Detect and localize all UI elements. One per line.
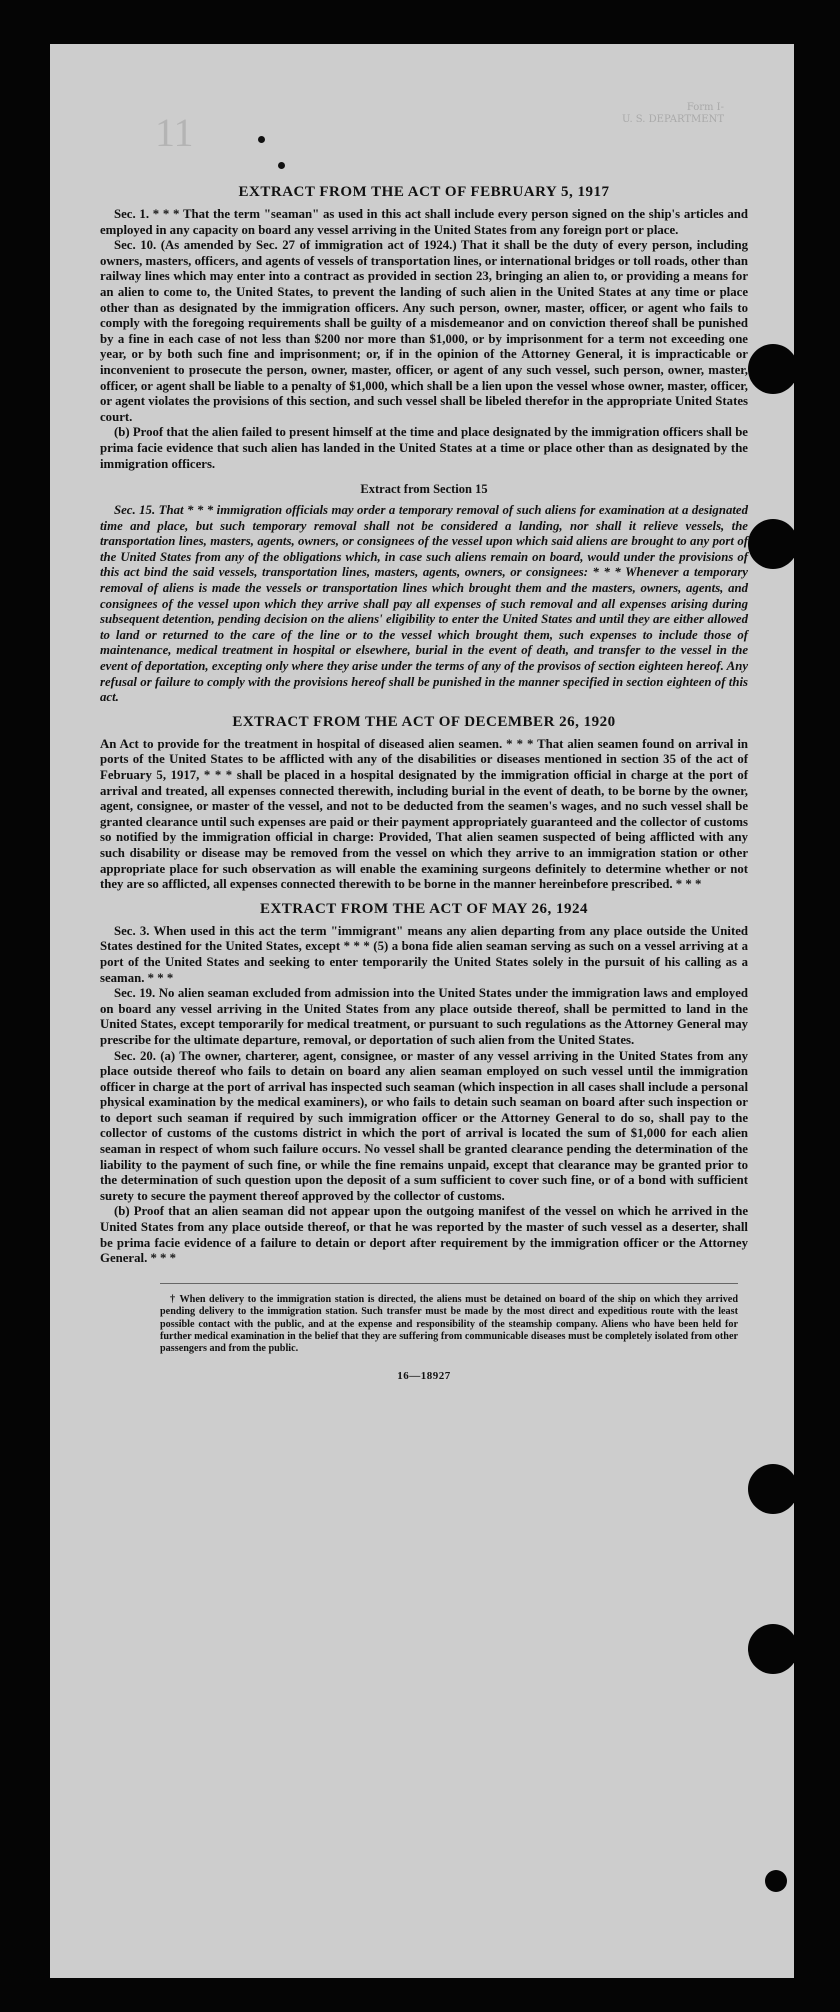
punch-hole: [748, 1624, 794, 1674]
section-paragraph: (b) Proof that the alien failed to present himself at the time and place designated by the immigration officers shall be prima facie evidence that such alien has landed in the United States at a time or place other than as designated by the immigration officers.: [100, 425, 748, 471]
section-paragraph: Sec. 3. When used in this act the term "immigrant" means any alien departing from any place outside the United States destined for the United States, except * * * (5) a bona fide alien seaman serving as such on a vessel arriving at a port of the United States and seeking to enter temporarily the United States solely in the pursuit of his calling as a seaman. * * *: [100, 923, 748, 985]
section-title: EXTRACT FROM THE ACT OF DECEMBER 26, 1920: [232, 713, 616, 730]
ink-dot: [278, 162, 285, 169]
section-act-1920: [100, 714, 748, 893]
footnote-text: † When delivery to the immigration station is directed, the aliens must be detained on board of the ship on which they arrived pending delivery to the immigration station. Such transfer must be made by the most direct and expeditious route with the least possible contact with the public, and at the expense and responsibility of the steamship company. Aliens who have been held for further medical examination in the belief that they are suffering from communicable diseases must be completely isolated from other passengers and from the public.: [160, 1293, 738, 1355]
bleed-through-header: Form I- U. S. DEPARTMENT: [621, 102, 724, 125]
section-paragraph: An Act to provide for the treatment in hospital of diseased alien seamen. * * * That alien seamen found on arrival in ports of the United States to be afflicted with any of the disabilities or diseases mentioned in section 35 of the act of February 5, 1917, * * * shall be placed in a hospital designated by the immigration official in charge at the port of arrival and treated, all expenses connected therewith, including burial in the event of death, to be borne by the owner, agent, consignee, or master of the vessel, and not to be deducted from the seamen's wages, and no such vessel shall be granted clearance until such expenses are paid or their payment appropriately guaranteed and the collector of customs so notified by the immigration official in charge: Provided, That alien seamen suspected of being afflicted with any such disability or disease may be removed from the vessel on which they arrive to an immigration station or other appropriate place for such observation as will enable the examining surgeons definitely to determine whether or not they are so afflicted, all expenses connected therewith to be borne in the manner hereinbefore prescribed. * * *: [100, 736, 748, 892]
punch-hole: [748, 1464, 794, 1514]
bleed-through-mark: 11: [155, 110, 194, 155]
section-paragraph: Sec. 20. (a) The owner, charterer, agent, consignee, or master of any vessel arriving in the United States from any place outside thereof who fails to detain on board any alien seaman employed on such vessel until the immigration officer in charge at the port of arrival has inspected such seaman (which inspection in all cases shall include a personal physical examination by the medical examiners), or who fails to detain such seaman on board after such inspection or to deport such seaman if required by such immigration officer or the Attorney General to do so, shall pay to the collector of customs of the customs district in which the port of arrival is located the sum of $1,000 for each alien seaman in respect of whom such failure occurs. No vessel shall be granted clearance pending the determination of the liability to the payment of such fine, or while the fine remains unpaid, except that clearance may be granted prior to the determination of such question upon the deposit of a sum sufficient to cover such fine, or of a bond with sufficient surety to secure the payment thereof approved by the collector of customs.: [100, 1048, 748, 1203]
section-title: EXTRACT FROM THE ACT OF MAY 26, 1924: [259, 900, 589, 917]
section-paragraph: Sec. 15. That * * * immigration officials may order a temporary removal of such aliens for examination at a designated time and place, but such temporary removal shall not be considered a landing, nor shall it relieve vessels, the transportation lines, masters, agents, owners, or consignees of the vessel upon which said aliens are brought to any port of the United States from any of the obligations which, in case such aliens remain on board, would under the provisions of this act bind the said vessels, transportation lines, masters, agents, owners, or consignees: * * * Whenever a temporary removal of aliens is made the vessels or transportation lines which brought them and the masters, owners, agents, and consignees of the vessel upon which they arrive shall pay all expenses of such removal and all expenses arising during subsequent detention, pending decision on the aliens' eligibility to enter the United States and until they are either allowed to land or returned to the care of the line or to the vessel which brought them, such expenses to include those of maintenance, medical treatment in hospital or elsewhere, burial in the event of death, and transfer to the vessel in the event of deportation, excepting only where they arise under the terms of any of the provisos of section eighteen hereof. Any refusal or failure to comply with the provisions hereof shall be punished in the manner specified in section eighteen of this act.: [100, 503, 748, 705]
punch-hole: [765, 1870, 787, 1892]
punch-hole: [748, 344, 794, 394]
form-number: 16—18927: [397, 1369, 451, 1382]
section-paragraph: Sec. 1. * * * That the term "seaman" as used in this act shall include every person signed on the ship's articles and employed in any capacity on board any vessel arriving in the United States from any foreign port or place.: [100, 207, 748, 237]
section-paragraph: Sec. 10. (As amended by Sec. 27 of immigration act of 1924.) That it shall be the duty of every person, including owners, masters, officers, and agents of vessels of transportation lines, or international bridges or toll roads, other than railway lines which may enter into a contract as provided in section 23, bringing an alien to, or providing a means for an alien to come to, the United States, to prevent the landing of such alien in the United States at any time or place other than as designated by the immigration officers. Any such person, owner, master, officer, or agent who fails to comply with the foregoing requirements shall be guilty of a misdemeanor and on conviction thereof shall be punished by a fine in each case of not less than $200 nor more than $1,000, or by imprisonment for a term not exceeding one year, or by both such fine and imprisonment; or, if in the opinion of the Attorney General, it is impracticable or inconvenient to prosecute the person, owner, master, officer, or agent of any such vessel, such person, owner, master, officer, or agent shall be liable to a penalty of $1,000, which shall be a lien upon the vessel whose owner, master, officer, or agent violates the provisions of this section, and such vessel shall be libeled therefor in the appropriate United States court.: [100, 238, 748, 424]
section-act-1924: [100, 901, 748, 1267]
ink-dot: [258, 136, 265, 143]
section-act-1917: [100, 184, 748, 472]
section-extract-15: [100, 482, 748, 706]
section-paragraph: (b) Proof that an alien seaman did not appear upon the outgoing manifest of the vessel on which he arrived in the United States from any place outside thereof, or that he was reported by the master of such vessel as a deserter, shall be prima facie evidence of a failure to detain or deport after requirement by the immigration officer or the Attorney General. * * *: [100, 1204, 748, 1266]
section-title: EXTRACT FROM THE ACT OF FEBRUARY 5, 1917: [238, 184, 610, 200]
punch-hole: [748, 519, 794, 569]
footnote: [160, 1283, 738, 1356]
section-subtitle: Extract from Section 15: [360, 482, 488, 497]
document-page: [50, 44, 794, 1978]
section-paragraph: Sec. 19. No alien seaman excluded from admission into the United States under the immigration laws and employed on board any vessel arriving in the United States from any place outside thereof, shall be permitted to land in the United States, except temporarily for medical treatment, or pursuant to such regulations as the Attorney General may prescribe for the ultimate departure, removal, or deportation of such alien from the United States.: [100, 986, 748, 1047]
